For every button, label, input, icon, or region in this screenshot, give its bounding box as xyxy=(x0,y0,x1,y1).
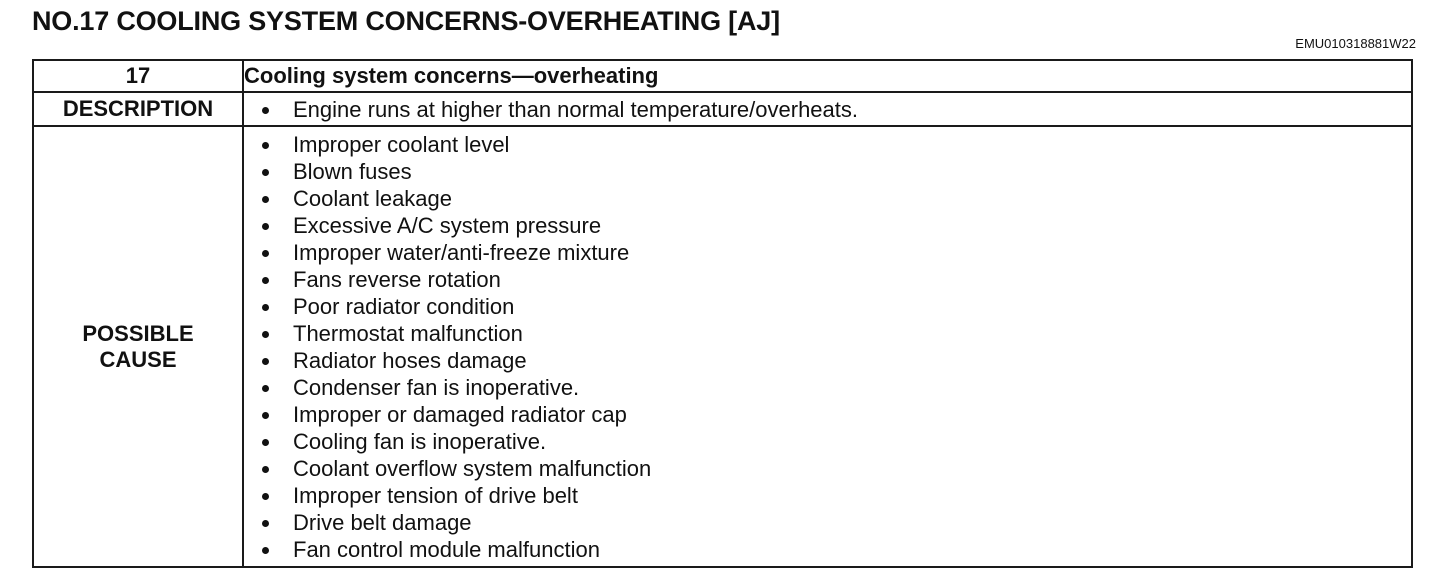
possible-cause-row xyxy=(33,126,1412,567)
list-item: Improper coolant level xyxy=(260,131,1411,158)
list-item: Radiator hoses damage xyxy=(260,347,1411,374)
list-item: Excessive A/C system pressure xyxy=(260,212,1411,239)
description-row xyxy=(33,92,1412,126)
list-item: Improper water/anti-freeze mixture xyxy=(260,239,1411,266)
list-item: Fan control module malfunction xyxy=(260,536,1411,563)
list-item: Coolant leakage xyxy=(260,185,1411,212)
description-label: DESCRIPTION xyxy=(33,92,243,126)
list-item: Poor radiator condition xyxy=(260,293,1411,320)
list-item: Coolant overflow system malfunction xyxy=(260,455,1411,482)
list-item: Improper tension of drive belt xyxy=(260,482,1411,509)
description-cell xyxy=(243,92,1412,126)
list-item: Engine runs at higher than normal temperature/overheats. xyxy=(260,96,1411,123)
possible-cause-label: POSSIBLE CAUSE xyxy=(33,126,243,567)
concern-table xyxy=(32,59,1413,568)
possible-cause-list xyxy=(244,127,1411,566)
list-item: Improper or damaged radiator cap xyxy=(260,401,1411,428)
list-item: Condenser fan is inoperative. xyxy=(260,374,1411,401)
description-list xyxy=(244,96,1411,123)
list-item: Cooling fan is inoperative. xyxy=(260,428,1411,455)
table-header-row xyxy=(33,60,1412,92)
list-item: Drive belt damage xyxy=(260,509,1411,536)
possible-cause-cell xyxy=(243,126,1412,567)
concern-number: 17 xyxy=(33,60,243,92)
list-item: Blown fuses xyxy=(260,158,1411,185)
list-item: Fans reverse rotation xyxy=(260,266,1411,293)
concern-heading: Cooling system concerns—overheating xyxy=(243,60,1412,92)
list-item: Thermostat malfunction xyxy=(260,320,1411,347)
document-code: EMU010318881W22 xyxy=(1295,36,1416,51)
page-title: NO.17 COOLING SYSTEM CONCERNS-OVERHEATING [AJ] xyxy=(32,6,780,36)
